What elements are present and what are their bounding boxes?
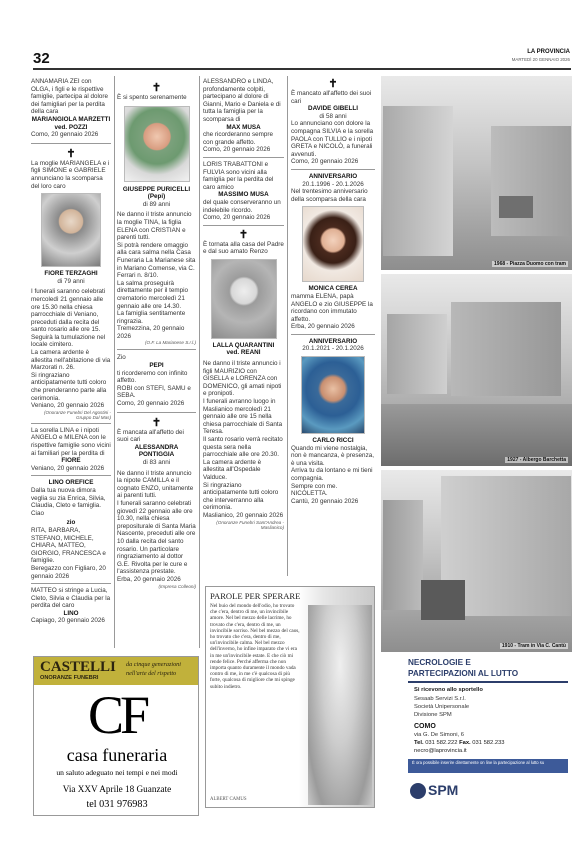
anniversary-title: ANNIVERSARIO (308, 172, 358, 180)
historic-photo-via-cantu (381, 470, 572, 652)
separator (203, 225, 284, 226)
issue-date: MARTEDÌ 20 GENNAIO 2026 (511, 57, 570, 62)
notice-date: Como, 20 gennaio 2026 (31, 131, 99, 139)
portrait-photo (41, 193, 101, 267)
memorial-text: Arriva tu da lontano e mi tieni compagnia. (291, 467, 373, 483)
necrologie-info-box (404, 656, 572, 816)
transfer-info: La salma proseguirà direttamente per il tempio crematorio mercoledì 21 gennaio alle ore 14.30. (117, 279, 189, 310)
deceased-name: DAVIDE GIBELLI (308, 105, 358, 113)
column-4 (291, 78, 375, 505)
notice-body: Dalla tua nuova dimora veglia su zia Enrica, Silvia, Claudia, Cleto e famiglia. Ciao (31, 486, 106, 517)
necro-company: Società Unipersonale (414, 704, 470, 710)
deceased-age: di 83 anni (142, 459, 171, 466)
necro-email[interactable]: necro@laprovincia.it (414, 748, 467, 754)
signature: NICOLETTA. (291, 490, 328, 498)
castelli-title: casa funeraria (66, 745, 168, 765)
column-3 (203, 78, 284, 530)
notice-date: Erba, 20 gennaio 2026 (117, 575, 181, 583)
column-2 (117, 78, 196, 589)
funeral-agency: (Onoranze Funebri Del Agostini - Gruppo Dal Mas) (44, 409, 111, 420)
castelli-tagline: nell'arte del rispetto (126, 670, 177, 677)
castelli-header (34, 657, 199, 685)
notice-body: ANNAMARIA ZEI con OLGA, i figli e le rispettive famiglie, partecipa al dolore dei famigliari per la perdita della cara (31, 78, 109, 116)
spm-logo-swoosh-icon (410, 783, 426, 799)
portrait-photo (301, 356, 365, 434)
necro-title: NECROLOGIE E (408, 658, 471, 667)
deceased-age: di 58 anni (319, 112, 347, 120)
deceased-name: ALESSANDRA PONTIGGIA (134, 443, 179, 459)
column-1 (31, 78, 111, 625)
fax-number[interactable]: 031 582.233 (472, 740, 505, 746)
cross-icon: ✝ (151, 416, 162, 429)
thanks-text: Si ringraziano anticipatamente tutti coloro che prenderanno parte alla cerimonia. (31, 371, 107, 402)
memorial-text: Quando mi viene nostalgia, non è mancanza, è presenza, è una visita. (291, 444, 374, 467)
funeral-info: I funerali saranno celebrati giovedì 22 gennaio alle ore 10.30, nella chiesa prepositurale di Santa Maria Nascente, preceduti alle ore 10 dalla recita del santo rosario. Un particolare ringraziamento al dottor G.E. Rivolta per le cure e l'assistenza prestate. (117, 499, 196, 576)
notice-heading: È tornata alla casa del Padre e dal suo amato Renzo (203, 240, 284, 256)
necro-address: via G. De Simoni, 6 (414, 732, 464, 738)
anniversary-dates: 20.1.2021 - 20.1.2026 (302, 345, 364, 353)
photo-tram (499, 196, 533, 218)
page-number: 32 (33, 50, 50, 67)
notice-date: Capiago, 20 gennaio 2026 (31, 617, 105, 625)
deceased-name: LINO (63, 609, 79, 617)
poem-title: PAROLE PER SPERARE (210, 591, 301, 601)
castelli-name: CASTELLI (40, 659, 116, 675)
photo-building (383, 500, 423, 610)
signature: ROBI con STEFI, SAMU e SEBA. (117, 384, 191, 400)
burial-info: Seguirà la tumulazione nel locale cimitero. (31, 333, 106, 349)
necro-city: COMO (414, 723, 436, 730)
notice-body: MATTEO si stringe a Lucia, Cleto, Silvia e Claudia per la perdita del caro (31, 587, 111, 610)
notice-body: LORIS TRABATTONI e FULVIA sono vicini alla famiglia per la perdita del caro amico (203, 160, 274, 191)
notice-body: Lo annunciano con dolore la compagna SILVIA e la sorella PAOLA con TULLIO e i nipoti GRETA e NICOLÒ, a funerali avvenuti. (291, 120, 374, 158)
necro-company: Divisione SPM (414, 712, 452, 718)
deceased-name: MARIANGIOLA MARZETTI (31, 115, 111, 123)
deceased-name-suffix: ved. REANI (226, 349, 261, 357)
chapel-info: La camera ardente è allestita all'Ospedale Valduce. (203, 458, 262, 481)
poem-text: Nel buio del mondo dell'odio, ho trovato che c'era, dentro di me, un invincibile amore. Nel bel mezzo delle lacrime, ho trovato che c'era, dentro di me, un invincibile sorriso. Nel bel mezzo del caos, ho trovato che c'era, dentro di me, un'invincibile calma. Nel bel mezzo dell'inverno, ho infine imparato che vi era in me un'invincibile estate. E che ciò mi rende felice. Perché afferma che non importa quanto duramente il mondo vada contro di me, in me c'è qualcosa di più forte, qualcosa di migliore che mi spinge subito indietro. (210, 603, 300, 690)
funeral-info: I funerali avranno luogo in Maslianico mercoledì 21 gennaio alle ore 15 nella chiesa parrocchiale di Santa Teresa. (203, 398, 283, 436)
sculpture-image (308, 605, 372, 805)
necro-intro: Si ricevono allo sportello (414, 687, 483, 693)
castelli-subtitle: ONORANZE FUNEBRI (40, 675, 99, 681)
notice-body: Nel trentesimo anniversario della scomparsa della cara (291, 188, 368, 203)
notice-heading: È si spento serenamente (117, 94, 187, 101)
notice-date: Veniano, 20 gennaio 2026 (31, 402, 105, 410)
newspaper-brand[interactable]: LA PROVINCIA (527, 49, 570, 55)
necro-company: Sesaab Servizi S.r.l. (414, 696, 466, 702)
notice-heading: È mancato all'affetto dei suoi cari (291, 90, 372, 105)
necro-contacts (414, 740, 505, 746)
col-divider-2 (199, 76, 200, 648)
notice-heading: È mancata all'affetto dei suoi cari (117, 428, 184, 444)
cross-icon: ✝ (66, 147, 76, 160)
separator (31, 423, 111, 424)
thanks-text: La famiglia sentitamente ringrazia. (117, 310, 186, 325)
notice-body: RITA, BARBARA, STEFANO, MICHELE, CHIARA, MATTEO, GIORGIO, FRANCESCA e famiglie. (31, 526, 106, 565)
portrait-photo (211, 259, 277, 339)
notice-date: Cantù, 20 gennaio 2026 (291, 497, 359, 505)
separator (31, 583, 111, 584)
separator (203, 157, 284, 158)
castelli-address: Via XXV Aprile 18 Guanzate (62, 784, 172, 794)
portrait-photo (124, 106, 190, 182)
cross-icon: ✝ (328, 78, 338, 90)
separator (31, 475, 111, 476)
necro-online-note[interactable]: È ora possibile inserire direttamente on line la partecipazione al lutto su (408, 759, 568, 773)
deceased-name: MAX MUSA (226, 123, 261, 131)
chapel-info: La camera ardente è allestita nell'abitazione di via Marzorati n. 26. (31, 349, 111, 372)
separator (31, 143, 111, 144)
deceased-name: CARLO RICCI (312, 437, 354, 445)
necro-rule (408, 681, 568, 683)
deceased-name: PEPI (149, 362, 164, 370)
deceased-nickname: (Pepi) (147, 193, 166, 201)
notice-date: Erba, 20 gennaio 2026 (291, 323, 355, 331)
fax-label: Fax. (459, 740, 471, 746)
notice-date: Tremezzina, 20 gennaio 2026 (117, 325, 185, 340)
notice-date: Como, 20 gennaio 2026 (117, 400, 185, 408)
funeral-agency: (O.F. La Marianese S.r.l.) (144, 340, 196, 346)
castelli-slogan: un saluto adeguato nei tempi e nei modi (56, 768, 178, 777)
signature: zio (66, 519, 76, 527)
notice-date: Como, 20 gennaio 2026 (203, 214, 271, 222)
chapel-info: Si potrà rendere omaggio alla cara salma nella Casa Funeraria La Marianese sita in Mariano Comense, via C. Ferrari n. 8/10. (117, 241, 196, 280)
separator (117, 412, 196, 413)
notice-body: che ricorderanno sempre con grande affetto. (203, 131, 274, 146)
poem-author: ALBERT CAMUS (210, 797, 247, 802)
photo-caption: 1968 - Piazza Duomo con tram (494, 261, 566, 267)
photo-building (383, 106, 453, 256)
notice-body: ALESSANDRO e LINDA, profondamente colpiti, partecipano al dolore di Gianni, Mario e Daniela e di tutta la famiglia per la scomparsa di (203, 78, 281, 123)
separator (291, 334, 375, 335)
funeral-agency: (Onoranze Funebri Sant'Andrea - Maslianico) (216, 519, 284, 530)
deceased-name: GIUSEPPE PURICELLI (122, 185, 191, 193)
col-divider-3 (287, 76, 288, 576)
anniversary-title: ANNIVERSARIO (308, 337, 358, 345)
portrait-photo (302, 206, 364, 282)
deceased-age: di 89 anni (142, 200, 171, 208)
deceased-name: LALLA QUARANTINI (212, 341, 275, 349)
funeral-info: I funerali saranno celebrati mercoledì 21 gennaio alle ore 15.30 nella chiesa parrocchiale di Veniano, preceduti dalla recita del santo rosario alle ore 15. (31, 288, 106, 334)
castelli-advertisement[interactable] (33, 656, 199, 816)
col-divider-1 (114, 76, 115, 648)
photo-building (491, 126, 571, 236)
notice-date: Veniano, 20 gennaio 2026 (31, 464, 105, 472)
notice-body: La moglie MARIANGELA e i figli SIMONE e GABRIELE annunciano la scomparsa del loro caro (31, 159, 110, 190)
deceased-name-suffix: ved. POZZI (54, 123, 88, 131)
photo-caption: 1927 - Albergo Barchetta (507, 457, 566, 463)
funeral-agency: (Impresa Colleoni) (158, 583, 196, 589)
castelli-tagline: da cinque generazioni (126, 661, 181, 668)
anniversary-dates: 20.1.1996 - 20.1.2026 (302, 180, 364, 188)
cross-icon: ✝ (238, 228, 249, 241)
deceased-age: di 79 anni (57, 277, 85, 285)
notice-body: La sorella LINA e i nipoti ANGELO e MILENA con le rispettive famiglie sono vicini ai familiari per la perdita di (31, 426, 111, 457)
spm-logo (410, 782, 460, 804)
separator (291, 169, 375, 170)
poem-box (205, 586, 375, 808)
notice-date: Maslianico, 20 gennaio 2026 (203, 511, 284, 519)
notice-date: Como, 20 gennaio 2026 (291, 158, 359, 166)
deceased-name: LINO OREFICE (48, 479, 94, 487)
photo-tram (421, 580, 465, 620)
notice-date: Beregazzo con Figliaro, 20 gennaio 2026 (31, 564, 106, 580)
notice-date: Como, 20 gennaio 2026 (203, 146, 271, 154)
deceased-name: FIORE (61, 457, 81, 465)
notice-body: del quale conserveranno un indelebile ricordo. (203, 198, 281, 214)
photo-caption: 1910 - Tram in Via C. Cantù (501, 643, 566, 649)
cross-icon: ✝ (151, 82, 162, 94)
notice-body: Ne danno il triste annuncio la moglie TINA, la figlia ELENA con CRISTIAN e parenti tutti. (117, 211, 192, 242)
deceased-name: MONICA CEREA (308, 285, 358, 293)
signature: Zio (117, 354, 126, 362)
notice-body: Ne danno il triste annuncio i figli MAURIZIO con GISELLA e LORENZA con DOMENICO, gli amati nipoti e pronipoti. (203, 360, 282, 398)
spm-logo-text: SPM (428, 782, 459, 798)
necro-title: PARTECIPAZIONI AL LUTTO (408, 669, 519, 678)
separator (117, 349, 196, 350)
castelli-phone[interactable]: tel 031 976983 (86, 799, 148, 810)
rosary-info: Il santo rosario verrà recitato questa sera nella parrocchiale alle ore 20.30. (203, 436, 283, 459)
castelli-monogram: CF (87, 685, 147, 745)
photo-building (451, 302, 561, 396)
tel-number[interactable]: 031 582.222 (425, 740, 458, 746)
header-rule (33, 68, 571, 70)
deceased-name: FIORE TERZAGHI (44, 270, 98, 278)
photo-building (387, 314, 447, 394)
thanks-text: Si ringraziano anticipatamente tutti coloro che interverranno alla cerimonia. (203, 481, 279, 512)
tel-label: Tel. (414, 740, 424, 746)
historic-photo-albergo-barchetta (381, 274, 572, 466)
notice-body: ti ricorderemo con infinito affetto. (117, 369, 188, 385)
deceased-name: MASSIMO MUSA (218, 191, 269, 199)
notice-body: mamma ELENA, papà ANGELO e zio GIUSEPPE la ricordano con immutato affetto. (291, 292, 373, 323)
signature: Sempre con me. (291, 482, 338, 490)
notice-body: Ne danno il triste annuncio la nipote CAMILLA e il cognato ENZO, unitamente ai parenti tutti. (117, 469, 194, 500)
historic-photo-piazza-duomo (381, 76, 572, 270)
